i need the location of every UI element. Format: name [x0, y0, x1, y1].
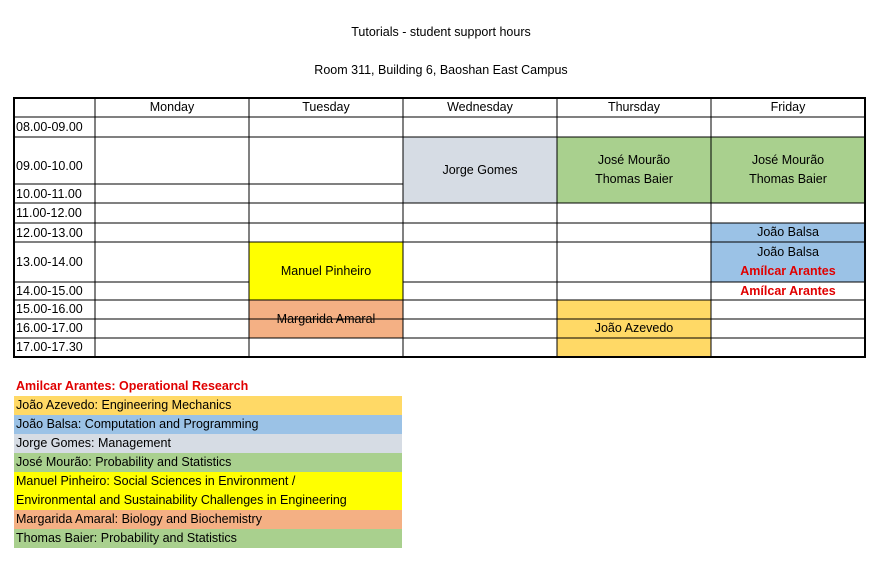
page-title: Tutorials - student support hours — [351, 25, 531, 39]
time-label: 13.00-14.00 — [16, 255, 83, 269]
tutor-name: Jorge Gomes — [442, 162, 518, 177]
day-header-tuesday: Tuesday — [302, 100, 350, 114]
legend-item: José Mourão: Probability and Statistics — [14, 453, 402, 472]
slot-friday-13 — [711, 242, 865, 282]
day-header-friday: Friday — [770, 100, 806, 114]
tutor-name: Margarida Amaral — [276, 311, 376, 326]
time-label: 09.00-10.00 — [16, 159, 83, 173]
page-subtitle: Room 311, Building 6, Baoshan East Campus — [314, 63, 568, 77]
time-label: 11.00-12.00 — [16, 206, 82, 220]
day-header-monday: Monday — [149, 100, 195, 114]
tutor-name: José Mourão — [597, 153, 671, 167]
slot-tuesday-15 — [249, 300, 403, 338]
legend-item: Jorge Gomes: Management — [14, 434, 402, 453]
tutor-name: Thomas Baier — [749, 172, 827, 186]
slot-friday-14 — [711, 282, 865, 301]
slot-thursday-15 — [557, 300, 711, 357]
legend-item: Margarida Amaral: Biology and Biochemistry — [14, 510, 402, 529]
slot-friday-morning — [711, 137, 865, 203]
time-label: 08.00-09.00 — [16, 120, 83, 134]
time-label: 12.00-13.00 — [16, 226, 83, 240]
legend-item: Environmental and Sustainability Challenges in Engineering — [14, 491, 402, 510]
slot-friday-noon — [711, 223, 865, 242]
slot-tuesday-13 — [249, 242, 403, 300]
day-header-wednesday: Wednesday — [447, 100, 513, 114]
legend-item: Thomas Baier: Probability and Statistics — [14, 529, 402, 548]
time-label: 14.00-15.00 — [16, 284, 83, 298]
slot-thursday-morning — [557, 137, 711, 203]
time-label: 17.00-17.30 — [16, 340, 83, 354]
tutor-name: José Mourão — [751, 153, 825, 167]
time-label: 10.00-11.00 — [16, 187, 82, 201]
time-label: 16.00-17.00 — [16, 321, 83, 335]
slot-wednesday-morning — [403, 137, 557, 203]
tutor-name: João Azevedo — [594, 321, 674, 335]
tutor-name: Thomas Baier — [595, 172, 673, 186]
tutor-name: João Balsa — [757, 225, 819, 239]
tutor-name: Amílcar Arantes — [740, 264, 836, 278]
tutor-name: Manuel Pinheiro — [280, 263, 372, 278]
legend-item: Amilcar Arantes: Operational Research — [14, 377, 402, 396]
day-header-thursday: Thursday — [607, 100, 661, 114]
legend-item: Manuel Pinheiro: Social Sciences in Environment / — [14, 472, 402, 491]
tutor-name: João Balsa — [757, 245, 819, 259]
tutor-name: Amílcar Arantes — [740, 284, 836, 298]
legend-item: João Balsa: Computation and Programming — [14, 415, 402, 434]
legend-item: João Azevedo: Engineering Mechanics — [14, 396, 402, 415]
time-label: 15.00-16.00 — [16, 302, 83, 316]
